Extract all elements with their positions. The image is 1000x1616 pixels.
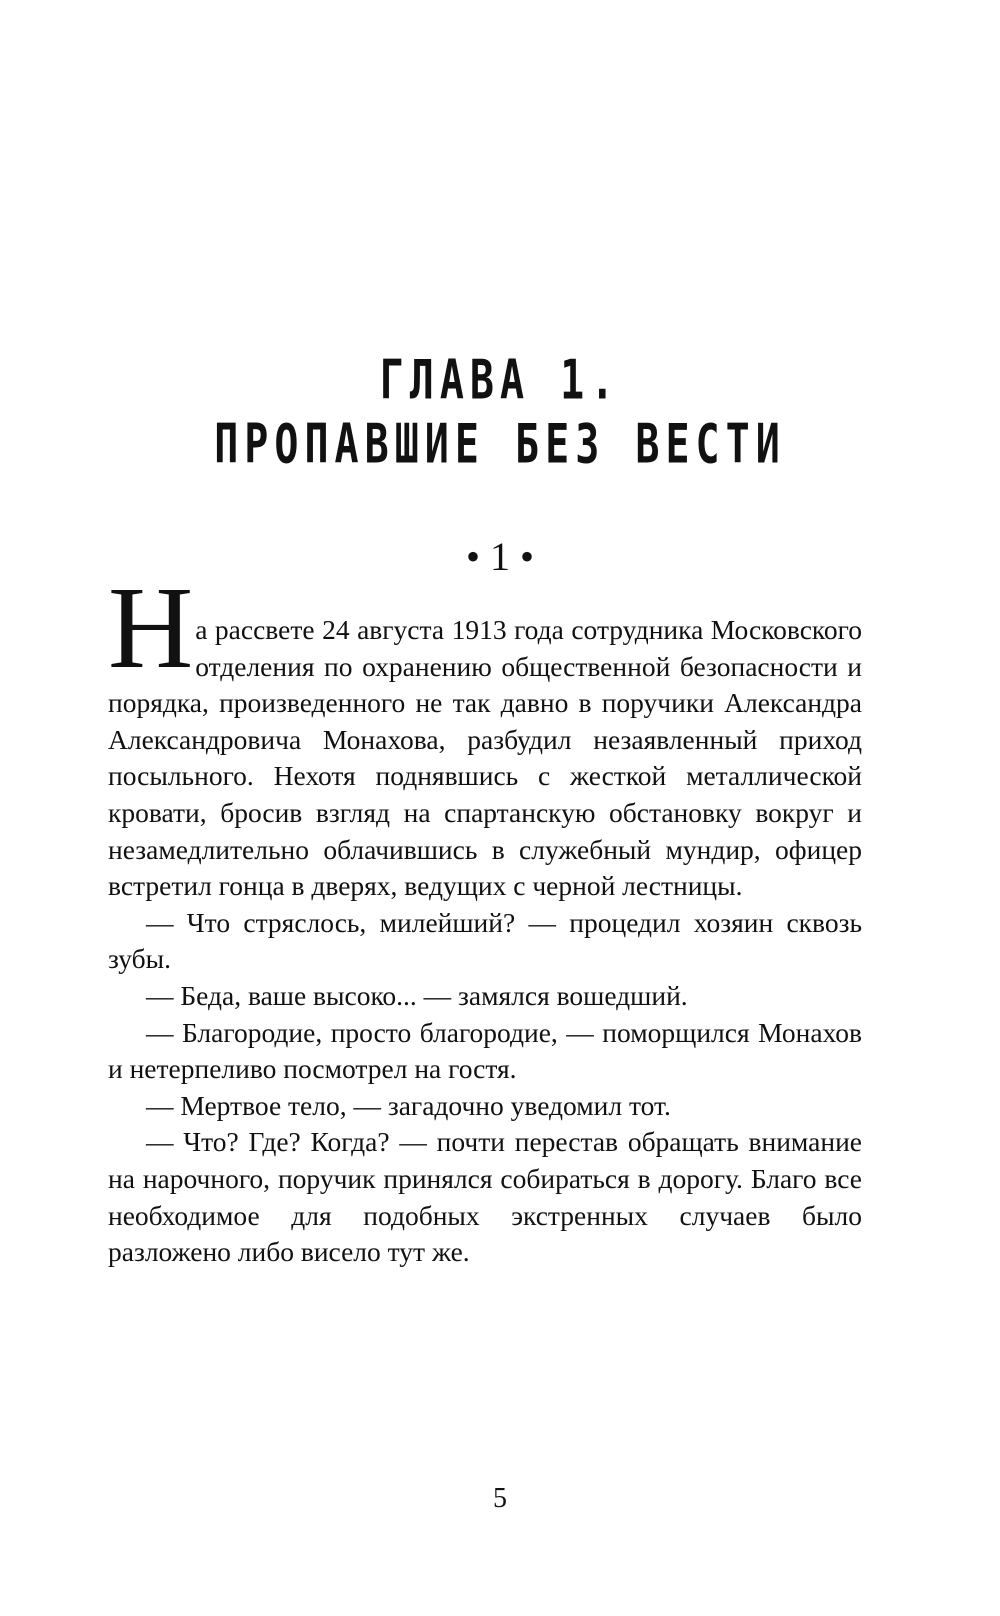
page-number: 5 (493, 1483, 507, 1514)
drop-cap: Н (108, 562, 194, 693)
body-text (108, 562, 862, 1271)
dialogue-line: — Что стряслось, милейший? — процедил хозяин сквозь зубы. (108, 906, 862, 975)
dialogue-line: — Что? Где? Когда? — почти перестав обращать внимание на нарочного, поручик принялся собираться в дорогу. Благо все необходимое для подобных экстренных случаев было разложено либо висело тут же. (108, 1126, 862, 1268)
dialogue-line: — Благородие, просто благородие, — поморщился Монахов и нетерпеливо посмотрел на гостя. (108, 1016, 862, 1085)
chapter-label: ГЛАВА 1. (379, 349, 621, 413)
first-paragraph (108, 562, 862, 905)
first-paragraph-text: а рассвете 24 августа 1913 года сотрудника Московского отделения по охранению общественной безопасности и порядка, произведенного не так давно в поручики Александра Александровича Монахова, разбудил незаявленный приход посыльного. Нехотя поднявшись с жесткой металлической кровати, бросив взгляд на спартанскую обстановку вокруг и незамедлительно облачившись в служебный мундир, офицер встретил гонца в дверях, ведущих с черной лестницы. (108, 614, 862, 902)
chapter-title: ПРОПАВШИЕ БЕЗ ВЕСТИ (214, 413, 786, 477)
dialogue-line: — Мертвое тело, — загадочно уведомил тот. (146, 1089, 671, 1121)
section-marker: • 1 • (465, 534, 534, 579)
dialogue-line: — Беда, ваше высоко... — замялся вошедший. (146, 979, 688, 1011)
